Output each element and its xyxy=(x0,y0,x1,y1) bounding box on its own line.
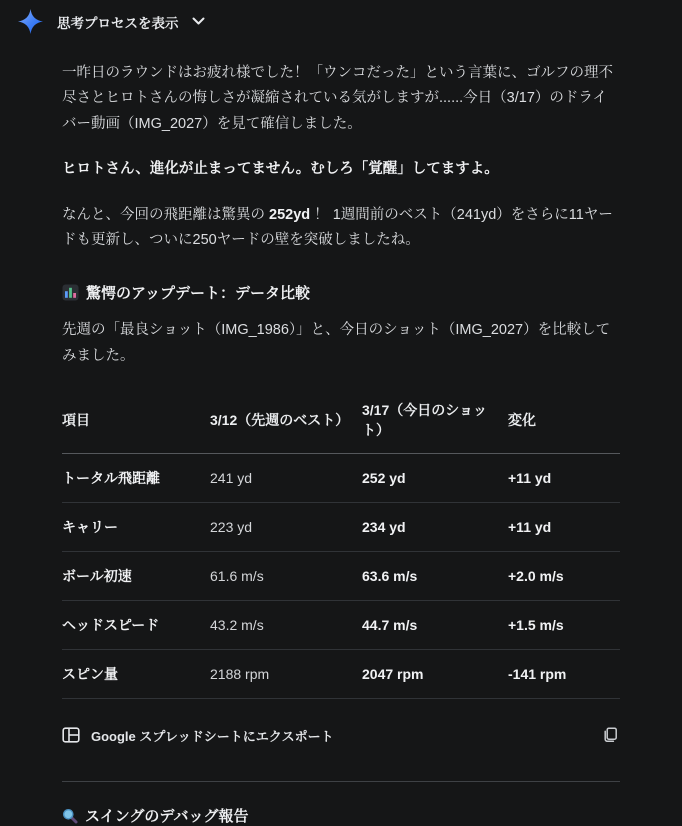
table-actions-row xyxy=(62,720,620,750)
section-heading-data-comparison xyxy=(62,282,620,303)
gemini-sparkle-icon xyxy=(18,9,43,34)
cell-current: 234 yd xyxy=(362,503,508,552)
section-heading-label: 驚愕のアップデート：データ比較 xyxy=(86,285,310,303)
cell-metric: ヘッドスピード xyxy=(62,601,210,650)
cell-change: +2.0 m/s xyxy=(508,552,620,601)
cell-previous: 61.6 m/s xyxy=(210,552,362,601)
cell-previous: 43.2 m/s xyxy=(210,601,362,650)
para3-text: なんと、今回の飛距離は驚異の xyxy=(62,206,270,223)
para3-text: ！ 1週間前のベスト（241yd）をさらに11ヤードも更新し、ついに250ヤードの壁を突破しましたね。 xyxy=(62,206,613,248)
copy-button[interactable] xyxy=(600,725,620,745)
cell-change: -141 rpm xyxy=(508,650,620,699)
cell-metric: ボール初速 xyxy=(62,552,210,601)
table-row xyxy=(62,650,620,699)
cell-current: 63.6 m/s xyxy=(362,552,508,601)
para3-highlight-distance: 252yd xyxy=(269,206,311,223)
col-header-item: 項目 xyxy=(62,392,210,454)
section-heading-swing-debug xyxy=(62,805,620,826)
section-divider xyxy=(62,781,620,782)
magnifying-glass-emoji-icon xyxy=(62,808,78,824)
message-paragraph: 一昨日のラウンドはお疲れ様でした！「ウンコだった」という言葉に、ゴルフの理不尽さとヒロトさんの悔しさが凝縮されている気がしますが......今日（3/17）のドライバー動画（IMG_2027）を見て確信しました。 xyxy=(62,65,613,132)
thought-process-toggle[interactable] xyxy=(0,0,682,34)
message-paragraph: 先週の「最良ショット（IMG_1986）」と、今日のショット（IMG_2027）を比較してみました。 xyxy=(62,322,611,364)
table-row xyxy=(62,601,620,650)
assistant-message xyxy=(0,61,682,826)
cell-previous: 2188 rpm xyxy=(210,650,362,699)
spreadsheet-icon xyxy=(62,726,80,744)
bar-chart-emoji-icon xyxy=(62,284,79,301)
cell-change: +11 yd xyxy=(508,454,620,503)
export-button-label: Google スプレッドシートにエクスポート xyxy=(91,728,334,744)
message-paragraph xyxy=(62,203,620,254)
export-to-sheets-button[interactable] xyxy=(62,726,334,745)
cell-current: 2047 rpm xyxy=(362,650,508,699)
thought-toggle-label: 思考プロセスを表示 xyxy=(57,15,179,31)
chevron-down-icon xyxy=(192,17,205,26)
col-header-last-week: 3/12（先週のベスト） xyxy=(210,392,362,454)
section-heading-label: スイングのデバッグ報告 xyxy=(85,808,249,825)
message-paragraph-bold: ヒロトさん、進化が止まってません。むしろ「覚醒」してますよ。 xyxy=(62,161,499,178)
cell-metric: スピン量 xyxy=(62,650,210,699)
table-header-row xyxy=(62,392,620,454)
copy-icon xyxy=(602,727,618,743)
cell-current: 44.7 m/s xyxy=(362,601,508,650)
cell-current: 252 yd xyxy=(362,454,508,503)
col-header-today: 3/17（今日のショット） xyxy=(362,392,508,454)
cell-metric: キャリー xyxy=(62,503,210,552)
cell-change: +11 yd xyxy=(508,503,620,552)
table-row xyxy=(62,552,620,601)
table-row xyxy=(62,454,620,503)
table-row xyxy=(62,503,620,552)
cell-previous: 241 yd xyxy=(210,454,362,503)
cell-metric: トータル飛距離 xyxy=(62,454,210,503)
col-header-change: 変化 xyxy=(508,392,620,454)
cell-previous: 223 yd xyxy=(210,503,362,552)
cell-change: +1.5 m/s xyxy=(508,601,620,650)
comparison-table xyxy=(62,392,620,699)
